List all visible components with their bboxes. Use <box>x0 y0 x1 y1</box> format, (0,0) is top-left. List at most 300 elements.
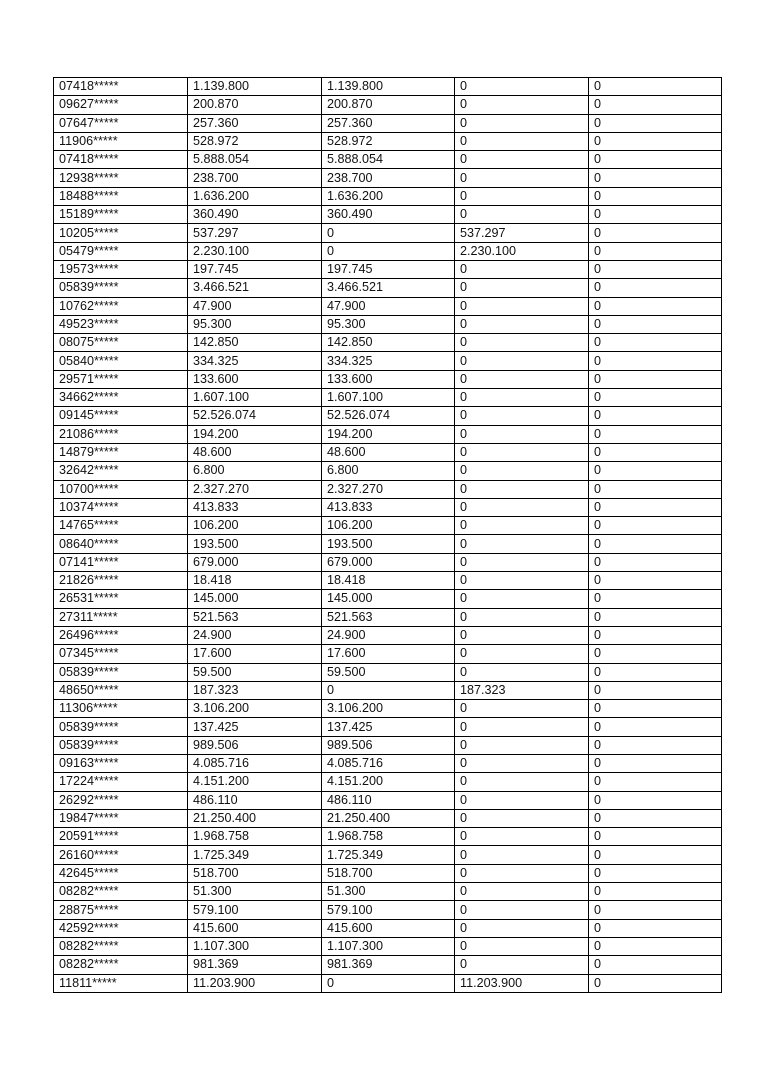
col4-cell: 0 <box>455 828 589 846</box>
col4-cell: 0 <box>455 700 589 718</box>
amount-cell: 1.139.800 <box>188 78 322 96</box>
col3-cell: 238.700 <box>322 169 455 187</box>
col3-cell: 0 <box>322 224 455 242</box>
col3-cell: 106.200 <box>322 517 455 535</box>
table-row <box>54 443 722 461</box>
col3-cell: 145.000 <box>322 590 455 608</box>
amount-cell: 1.107.300 <box>188 937 322 955</box>
col5-cell: 0 <box>589 919 722 937</box>
col3-cell: 133.600 <box>322 370 455 388</box>
amount-cell: 200.870 <box>188 96 322 114</box>
col4-cell: 0 <box>455 407 589 425</box>
amount-cell: 187.323 <box>188 681 322 699</box>
col4-cell: 187.323 <box>455 681 589 699</box>
id-cell: 17224***** <box>54 773 188 791</box>
table-row <box>54 791 722 809</box>
col4-cell: 0 <box>455 864 589 882</box>
amount-cell: 17.600 <box>188 645 322 663</box>
amount-cell: 989.506 <box>188 736 322 754</box>
amount-cell: 18.418 <box>188 572 322 590</box>
amount-cell: 47.900 <box>188 297 322 315</box>
col3-cell: 1.968.758 <box>322 828 455 846</box>
col5-cell: 0 <box>589 590 722 608</box>
col4-cell: 0 <box>455 370 589 388</box>
table-row <box>54 937 722 955</box>
table-row <box>54 187 722 205</box>
col4-cell: 0 <box>455 736 589 754</box>
table-row <box>54 736 722 754</box>
col5-cell: 0 <box>589 224 722 242</box>
col4-cell: 0 <box>455 901 589 919</box>
col5-cell: 0 <box>589 718 722 736</box>
table-row <box>54 553 722 571</box>
data-table <box>53 77 722 993</box>
col5-cell: 0 <box>589 846 722 864</box>
amount-cell: 137.425 <box>188 718 322 736</box>
col5-cell: 0 <box>589 901 722 919</box>
amount-cell: 528.972 <box>188 132 322 150</box>
amount-cell: 133.600 <box>188 370 322 388</box>
table-row <box>54 681 722 699</box>
col5-cell: 0 <box>589 480 722 498</box>
col5-cell: 0 <box>589 828 722 846</box>
amount-cell: 679.000 <box>188 553 322 571</box>
amount-cell: 194.200 <box>188 425 322 443</box>
col4-cell: 0 <box>455 352 589 370</box>
col3-cell: 17.600 <box>322 645 455 663</box>
amount-cell: 521.563 <box>188 608 322 626</box>
col3-cell: 59.500 <box>322 663 455 681</box>
col3-cell: 52.526.074 <box>322 407 455 425</box>
id-cell: 21086***** <box>54 425 188 443</box>
col3-cell: 48.600 <box>322 443 455 461</box>
col3-cell: 579.100 <box>322 901 455 919</box>
col3-cell: 5.888.054 <box>322 151 455 169</box>
table-row <box>54 260 722 278</box>
amount-cell: 1.968.758 <box>188 828 322 846</box>
amount-cell: 238.700 <box>188 169 322 187</box>
table-row <box>54 480 722 498</box>
col5-cell: 0 <box>589 809 722 827</box>
col4-cell: 11.203.900 <box>455 974 589 992</box>
id-cell: 09145***** <box>54 407 188 425</box>
col4-cell: 0 <box>455 187 589 205</box>
id-cell: 05839***** <box>54 279 188 297</box>
col4-cell: 0 <box>455 206 589 224</box>
id-cell: 05839***** <box>54 663 188 681</box>
col5-cell: 0 <box>589 187 722 205</box>
col4-cell: 0 <box>455 498 589 516</box>
id-cell: 42645***** <box>54 864 188 882</box>
col3-cell: 1.107.300 <box>322 937 455 955</box>
col5-cell: 0 <box>589 736 722 754</box>
table-row <box>54 718 722 736</box>
id-cell: 20591***** <box>54 828 188 846</box>
amount-cell: 59.500 <box>188 663 322 681</box>
amount-cell: 1.607.100 <box>188 389 322 407</box>
col5-cell: 0 <box>589 681 722 699</box>
col3-cell: 3.466.521 <box>322 279 455 297</box>
amount-cell: 413.833 <box>188 498 322 516</box>
col3-cell: 0 <box>322 681 455 699</box>
table-row <box>54 407 722 425</box>
col4-cell: 0 <box>455 132 589 150</box>
amount-cell: 1.725.349 <box>188 846 322 864</box>
amount-cell: 11.203.900 <box>188 974 322 992</box>
id-cell: 05479***** <box>54 242 188 260</box>
id-cell: 12938***** <box>54 169 188 187</box>
table-row <box>54 901 722 919</box>
col4-cell: 0 <box>455 535 589 553</box>
col5-cell: 0 <box>589 864 722 882</box>
col4-cell: 0 <box>455 883 589 901</box>
table-row <box>54 608 722 626</box>
id-cell: 48650***** <box>54 681 188 699</box>
col3-cell: 0 <box>322 242 455 260</box>
id-cell: 11906***** <box>54 132 188 150</box>
id-cell: 11811***** <box>54 974 188 992</box>
id-cell: 07418***** <box>54 151 188 169</box>
id-cell: 19847***** <box>54 809 188 827</box>
id-cell: 26160***** <box>54 846 188 864</box>
col3-cell: 95.300 <box>322 315 455 333</box>
table-row <box>54 846 722 864</box>
amount-cell: 579.100 <box>188 901 322 919</box>
col3-cell: 981.369 <box>322 956 455 974</box>
amount-cell: 95.300 <box>188 315 322 333</box>
col4-cell: 0 <box>455 956 589 974</box>
table-row <box>54 352 722 370</box>
col5-cell: 0 <box>589 700 722 718</box>
id-cell: 11306***** <box>54 700 188 718</box>
col3-cell: 18.418 <box>322 572 455 590</box>
table-row <box>54 224 722 242</box>
col4-cell: 0 <box>455 297 589 315</box>
col5-cell: 0 <box>589 754 722 772</box>
col4-cell: 537.297 <box>455 224 589 242</box>
id-cell: 18488***** <box>54 187 188 205</box>
table-row <box>54 956 722 974</box>
id-cell: 08075***** <box>54 334 188 352</box>
table-row <box>54 535 722 553</box>
col3-cell: 142.850 <box>322 334 455 352</box>
col4-cell: 0 <box>455 919 589 937</box>
col3-cell: 679.000 <box>322 553 455 571</box>
amount-cell: 4.085.716 <box>188 754 322 772</box>
col5-cell: 0 <box>589 498 722 516</box>
col5-cell: 0 <box>589 96 722 114</box>
col3-cell: 257.360 <box>322 114 455 132</box>
table-row <box>54 590 722 608</box>
col4-cell: 0 <box>455 96 589 114</box>
col3-cell: 3.106.200 <box>322 700 455 718</box>
id-cell: 08282***** <box>54 956 188 974</box>
col3-cell: 2.327.270 <box>322 480 455 498</box>
col5-cell: 0 <box>589 626 722 644</box>
table-row <box>54 773 722 791</box>
col4-cell: 0 <box>455 260 589 278</box>
table-row <box>54 828 722 846</box>
col3-cell: 1.607.100 <box>322 389 455 407</box>
col5-cell: 0 <box>589 114 722 132</box>
col4-cell: 0 <box>455 645 589 663</box>
table-row <box>54 279 722 297</box>
id-cell: 14765***** <box>54 517 188 535</box>
amount-cell: 197.745 <box>188 260 322 278</box>
col3-cell: 24.900 <box>322 626 455 644</box>
table-row <box>54 132 722 150</box>
col3-cell: 47.900 <box>322 297 455 315</box>
table-row <box>54 974 722 992</box>
id-cell: 26496***** <box>54 626 188 644</box>
col5-cell: 0 <box>589 791 722 809</box>
col4-cell: 0 <box>455 443 589 461</box>
col3-cell: 334.325 <box>322 352 455 370</box>
col4-cell: 0 <box>455 663 589 681</box>
col4-cell: 0 <box>455 389 589 407</box>
amount-cell: 518.700 <box>188 864 322 882</box>
col4-cell: 0 <box>455 425 589 443</box>
col4-cell: 0 <box>455 718 589 736</box>
col5-cell: 0 <box>589 974 722 992</box>
table-row <box>54 809 722 827</box>
col5-cell: 0 <box>589 663 722 681</box>
col4-cell: 0 <box>455 553 589 571</box>
col4-cell: 2.230.100 <box>455 242 589 260</box>
amount-cell: 5.888.054 <box>188 151 322 169</box>
col4-cell: 0 <box>455 754 589 772</box>
col3-cell: 21.250.400 <box>322 809 455 827</box>
table-row <box>54 517 722 535</box>
col3-cell: 193.500 <box>322 535 455 553</box>
col4-cell: 0 <box>455 608 589 626</box>
table-row <box>54 883 722 901</box>
col4-cell: 0 <box>455 846 589 864</box>
amount-cell: 51.300 <box>188 883 322 901</box>
table-row <box>54 370 722 388</box>
amount-cell: 334.325 <box>188 352 322 370</box>
amount-cell: 24.900 <box>188 626 322 644</box>
col5-cell: 0 <box>589 389 722 407</box>
col3-cell: 1.725.349 <box>322 846 455 864</box>
col3-cell: 989.506 <box>322 736 455 754</box>
amount-cell: 21.250.400 <box>188 809 322 827</box>
table-row <box>54 315 722 333</box>
col3-cell: 137.425 <box>322 718 455 736</box>
col5-cell: 0 <box>589 297 722 315</box>
table-row <box>54 626 722 644</box>
amount-cell: 257.360 <box>188 114 322 132</box>
id-cell: 27311***** <box>54 608 188 626</box>
col5-cell: 0 <box>589 169 722 187</box>
amount-cell: 52.526.074 <box>188 407 322 425</box>
col3-cell: 1.139.800 <box>322 78 455 96</box>
id-cell: 05840***** <box>54 352 188 370</box>
table-row <box>54 151 722 169</box>
id-cell: 26531***** <box>54 590 188 608</box>
col4-cell: 0 <box>455 773 589 791</box>
col5-cell: 0 <box>589 443 722 461</box>
amount-cell: 981.369 <box>188 956 322 974</box>
id-cell: 49523***** <box>54 315 188 333</box>
col3-cell: 413.833 <box>322 498 455 516</box>
col5-cell: 0 <box>589 352 722 370</box>
amount-cell: 537.297 <box>188 224 322 242</box>
table-row <box>54 754 722 772</box>
table-row <box>54 78 722 96</box>
col4-cell: 0 <box>455 517 589 535</box>
table-row <box>54 242 722 260</box>
id-cell: 09163***** <box>54 754 188 772</box>
col3-cell: 51.300 <box>322 883 455 901</box>
amount-cell: 1.636.200 <box>188 187 322 205</box>
col4-cell: 0 <box>455 937 589 955</box>
col5-cell: 0 <box>589 462 722 480</box>
col5-cell: 0 <box>589 883 722 901</box>
id-cell: 34662***** <box>54 389 188 407</box>
table-row <box>54 206 722 224</box>
id-cell: 05839***** <box>54 736 188 754</box>
id-cell: 08282***** <box>54 937 188 955</box>
col4-cell: 0 <box>455 169 589 187</box>
col5-cell: 0 <box>589 517 722 535</box>
col5-cell: 0 <box>589 773 722 791</box>
id-cell: 07345***** <box>54 645 188 663</box>
amount-cell: 415.600 <box>188 919 322 937</box>
col4-cell: 0 <box>455 462 589 480</box>
col4-cell: 0 <box>455 114 589 132</box>
col3-cell: 197.745 <box>322 260 455 278</box>
col3-cell: 4.085.716 <box>322 754 455 772</box>
table-row <box>54 864 722 882</box>
col5-cell: 0 <box>589 132 722 150</box>
col3-cell: 4.151.200 <box>322 773 455 791</box>
amount-cell: 486.110 <box>188 791 322 809</box>
col3-cell: 200.870 <box>322 96 455 114</box>
id-cell: 21826***** <box>54 572 188 590</box>
table-row <box>54 169 722 187</box>
id-cell: 10762***** <box>54 297 188 315</box>
table-row <box>54 700 722 718</box>
amount-cell: 2.327.270 <box>188 480 322 498</box>
col4-cell: 0 <box>455 480 589 498</box>
id-cell: 10205***** <box>54 224 188 242</box>
table-row <box>54 114 722 132</box>
col4-cell: 0 <box>455 809 589 827</box>
id-cell: 07141***** <box>54 553 188 571</box>
col4-cell: 0 <box>455 572 589 590</box>
id-cell: 07418***** <box>54 78 188 96</box>
col5-cell: 0 <box>589 334 722 352</box>
col3-cell: 521.563 <box>322 608 455 626</box>
col3-cell: 518.700 <box>322 864 455 882</box>
table-row <box>54 297 722 315</box>
id-cell: 05839***** <box>54 718 188 736</box>
col3-cell: 415.600 <box>322 919 455 937</box>
col4-cell: 0 <box>455 315 589 333</box>
col3-cell: 194.200 <box>322 425 455 443</box>
col5-cell: 0 <box>589 937 722 955</box>
col5-cell: 0 <box>589 315 722 333</box>
id-cell: 28875***** <box>54 901 188 919</box>
col4-cell: 0 <box>455 590 589 608</box>
id-cell: 29571***** <box>54 370 188 388</box>
amount-cell: 106.200 <box>188 517 322 535</box>
id-cell: 26292***** <box>54 791 188 809</box>
col5-cell: 0 <box>589 279 722 297</box>
col4-cell: 0 <box>455 791 589 809</box>
id-cell: 14879***** <box>54 443 188 461</box>
table-row <box>54 572 722 590</box>
id-cell: 15189***** <box>54 206 188 224</box>
amount-cell: 4.151.200 <box>188 773 322 791</box>
amount-cell: 360.490 <box>188 206 322 224</box>
amount-cell: 142.850 <box>188 334 322 352</box>
col5-cell: 0 <box>589 260 722 278</box>
col5-cell: 0 <box>589 956 722 974</box>
col4-cell: 0 <box>455 279 589 297</box>
amount-cell: 3.106.200 <box>188 700 322 718</box>
col5-cell: 0 <box>589 553 722 571</box>
col4-cell: 0 <box>455 334 589 352</box>
col4-cell: 0 <box>455 626 589 644</box>
table-row <box>54 96 722 114</box>
col5-cell: 0 <box>589 425 722 443</box>
table-row <box>54 498 722 516</box>
id-cell: 19573***** <box>54 260 188 278</box>
id-cell: 32642***** <box>54 462 188 480</box>
col5-cell: 0 <box>589 370 722 388</box>
amount-cell: 193.500 <box>188 535 322 553</box>
col5-cell: 0 <box>589 572 722 590</box>
id-cell: 42592***** <box>54 919 188 937</box>
amount-cell: 6.800 <box>188 462 322 480</box>
table-row <box>54 389 722 407</box>
col5-cell: 0 <box>589 78 722 96</box>
col5-cell: 0 <box>589 645 722 663</box>
col5-cell: 0 <box>589 151 722 169</box>
col3-cell: 6.800 <box>322 462 455 480</box>
id-cell: 07647***** <box>54 114 188 132</box>
table-row <box>54 663 722 681</box>
col5-cell: 0 <box>589 206 722 224</box>
col5-cell: 0 <box>589 535 722 553</box>
id-cell: 09627***** <box>54 96 188 114</box>
amount-cell: 48.600 <box>188 443 322 461</box>
id-cell: 10700***** <box>54 480 188 498</box>
table-row <box>54 425 722 443</box>
id-cell: 10374***** <box>54 498 188 516</box>
col3-cell: 1.636.200 <box>322 187 455 205</box>
id-cell: 08282***** <box>54 883 188 901</box>
col3-cell: 0 <box>322 974 455 992</box>
table-row <box>54 334 722 352</box>
col3-cell: 486.110 <box>322 791 455 809</box>
table-row <box>54 645 722 663</box>
col4-cell: 0 <box>455 78 589 96</box>
col3-cell: 528.972 <box>322 132 455 150</box>
id-cell: 08640***** <box>54 535 188 553</box>
col4-cell: 0 <box>455 151 589 169</box>
table-body <box>54 78 722 993</box>
table-row <box>54 919 722 937</box>
col5-cell: 0 <box>589 608 722 626</box>
col5-cell: 0 <box>589 242 722 260</box>
amount-cell: 2.230.100 <box>188 242 322 260</box>
amount-cell: 145.000 <box>188 590 322 608</box>
col5-cell: 0 <box>589 407 722 425</box>
amount-cell: 3.466.521 <box>188 279 322 297</box>
